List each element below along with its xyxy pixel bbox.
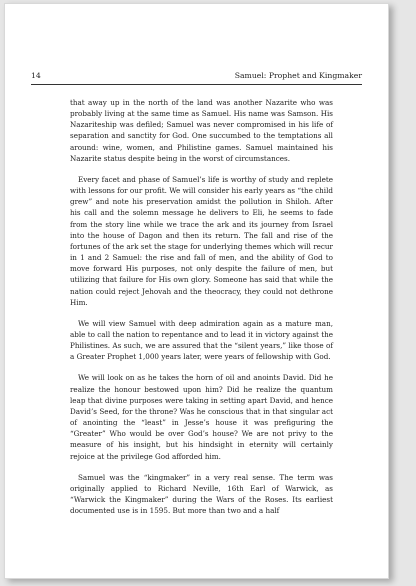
paragraph: Every facet and phase of Samuel’s life is worthy of study and replete with lessons for our profit. We will consider his early years as “the child grew” and note his preservation amidst the pollution in Shiloh. After his call and the solemn message he delivers to Eli, he seems to fade from the story line while we trace the ark and its journey from Israel into the house of Dagon and then its return. The fall and rise of the fortunes of the ark set the stage for underlying themes which will recur in 1 and 2 Samuel: the rise and fall of men, and the ability of God to move forward His purposes, not only despite the failure of men, but utilizing that failure for His own glory. Someone has said that while the nation could reject Jehovah and the theocracy, they could not dethrone Him.	[70, 174, 333, 307]
paragraph: We will look on as he takes the horn of oil and anoints David. Did he realize the honour bestowed upon him? Did he realize the quantum leap that divine purposes were taking in setting apart David, and hence David’s Seed, for the throne? Was he conscious that in that singular act of anointing the “least” in Jesse’s house it was prefiguring the “Greater” Who would be over God’s house? We are not privy to the measure of his insight, but his hindsight in eternity will certainly rejoice at the privilege God afforded him.	[70, 373, 333, 461]
paragraph: Samuel was the “kingmaker” in a very real sense. The term was originally applied to Richard Neville, 16th Earl of Warwick, as “Warwick the Kingmaker” during the Wars of the Roses. Its earliest documented use is in 1595. But more than two and a half	[70, 472, 333, 516]
paragraph: We will view Samuel with deep admiration again as a mature man, able to call the nation to repentance and to lead it in victory against the Philistines. As such, we are assured that the “silent years,” like those of a Greater Prophet 1,000 years later, were years of fellowship with God.	[70, 318, 333, 362]
paragraph-continuation: that away up in the north of the land was another Nazarite who was probably living at the same time as Samuel. His name was Samson. His Nazariteship was defiled; Samuel was never compromised in his life of separation and sanctity for God. One succumbed to the temptations all around: wine, women, and Philistine games. Samuel maintained his Nazarite status despite being in the worst of circumstances.	[70, 98, 333, 163]
body-text	[70, 97, 333, 526]
page-number: 14	[31, 71, 41, 80]
running-title: Samuel: Prophet and Kingmaker	[234, 71, 362, 80]
book-page	[4, 3, 389, 579]
running-header	[31, 70, 362, 85]
